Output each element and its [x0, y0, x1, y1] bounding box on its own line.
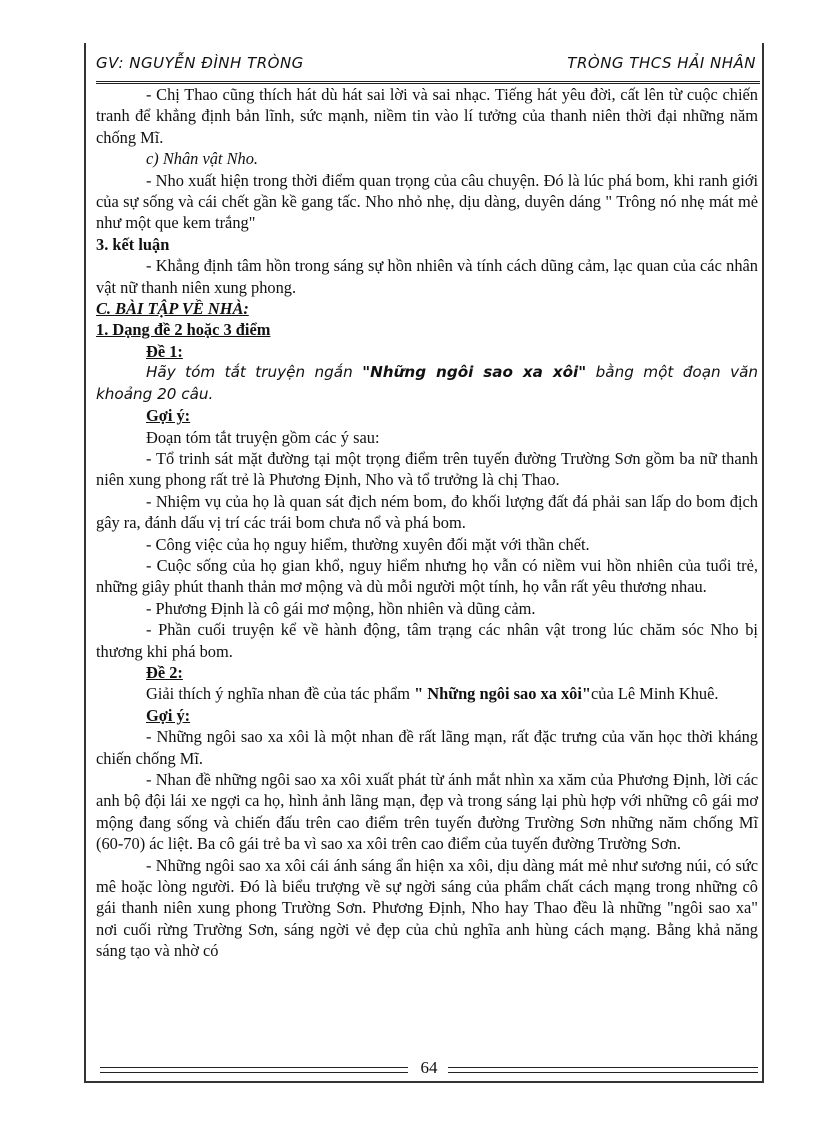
paragraph: - Tổ trinh sát mặt đường tại một trọng điểm trên tuyến đường Trường Sơn gồm ba nữ thanh niên xung phong rất trẻ là Phương Định, Nho và tổ trưởng là chị Thao. — [96, 448, 758, 490]
footer-rule-right — [448, 1067, 758, 1073]
section-heading: C. BÀI TẬP VỀ NHÀ: — [96, 299, 249, 319]
paragraph: - Khẳng định tâm hồn trong sáng sự hồn nhiên và tính cách dũng cảm, lạc quan của các nhân vật nữ thanh niên xung phong. — [96, 256, 758, 297]
prompt-text: của Lê Minh Khuê. — [591, 684, 719, 704]
paragraph: - Cuộc sống của họ gian khổ, nguy hiểm nhưng họ vẫn có niềm vui hồn nhiên của tuổi trẻ, những giây phút thanh thản mơ mộng và dù mỗi người một tính, họ vẫn rất yêu thương nhau. — [96, 555, 758, 597]
paragraph: - Nho xuất hiện trong thời điểm quan trọng của câu chuyện. Đó là lúc phá bom, khi ranh giới của sự sống và cái chết gần kề gang tấc. Nho nhỏ nhẹ, dịu dàng, duyên dáng " Trông nó nhẹ mát mẻ như một que kem trắng" — [96, 170, 758, 233]
paragraph: - Nhiệm vụ của họ là quan sát địch ném bom, đo khối lượng đất đá phải san lấp do bom địch gây ra, đánh dấu vị trí các trái bom chưa nổ và phá bom. — [96, 491, 758, 533]
paragraph: - Nhan đề những ngôi sao xa xôi xuất phát từ ánh mắt nhìn xa xăm của Phương Định, lời các anh bộ đội lái xe ngợi ca họ, hình ảnh lãng mạn, đẹp và trong sáng lại phù hợp với những cô gái mơ mộng đang sống và chiến đấu trên cao điểm trên tuyến đường Trường Sơn những năm chống Mĩ (60-70) ác liệt. Ba cô gái trẻ ba vì sao xa xôi trên cao điểm của tuyến đường Trường Sơn. — [96, 770, 758, 854]
work-title: " Những ngôi sao xa xôi" — [414, 684, 592, 704]
prompt-text: Giải thích ý nghĩa nhan đề của tác phẩm — [146, 684, 415, 704]
section-heading: c) Nhân vật Nho. — [146, 149, 258, 169]
page-content — [96, 84, 758, 962]
prompt-text: Hãy tóm tắt truyện ngắn — [146, 363, 363, 382]
prompt-text: bằng một đoạn văn khoảng 20 câu. — [96, 363, 759, 403]
paragraph: - Công việc của họ nguy hiểm, thường xuyên đối mặt với thần chết. — [146, 534, 590, 554]
exercise-title: Đề 1: — [146, 341, 183, 361]
paragraph: - Những ngôi sao xa xôi cái ánh sáng ẩn hiện xa xôi, dịu dàng mát mẻ như sương núi, có sức mê hoặc lòng người. Đó là biểu trượng về sự ngời sáng của phẩm chất cách mạng trong những cô gái thanh niên xung phong Trường Sơn. Phương Định, Nho hay Thao đều là những "ngôi sao xa" nơi cuối rừng Trường Sơn, sáng ngời vẻ đẹp của chủ nghĩa anh hùng cách mạng. Bằng khả năng sáng tạo và nhờ có — [96, 855, 758, 961]
hint-title: Gợi ý: — [146, 406, 191, 426]
paragraph: - Phương Định là cô gái mơ mộng, hồn nhiên và dũng cảm. — [146, 598, 536, 618]
work-title: "Những ngôi sao xa xôi" — [362, 363, 587, 382]
exercise-prompt — [96, 362, 758, 405]
header-school: TRÒNG THCS HẢI NHÂN — [567, 54, 756, 72]
exercise-title: Đề 2: — [146, 662, 183, 682]
paragraph: - Phần cuối truyện kể về hành động, tâm trạng các nhân vật trong lúc chăm sóc Nho bị thương khi phá bom. — [96, 620, 758, 661]
paragraph: - Chị Thao cũng thích hát dù hát sai lời và sai nhạc. Tiếng hát yêu đời, cất lên từ cuộc chiến tranh để khẳng định bản lĩnh, sức mạnh, niềm tin vào lí tưởng của thanh niên thời đại những năm chống Mĩ. — [96, 85, 758, 147]
footer-rule-left — [100, 1067, 408, 1073]
paragraph: - Những ngôi sao xa xôi là một nhan đề rất lãng mạn, rất đặc trưng của văn học thời kháng chiến chống Mĩ. — [96, 727, 758, 768]
paragraph: Đoạn tóm tắt truyện gồm các ý sau: — [146, 427, 380, 447]
page-header — [96, 48, 760, 84]
page-footer — [100, 1058, 758, 1082]
header-teacher: GV: NGUYỄN ĐÌNH TRÒNG — [96, 54, 304, 72]
section-heading: 1. Dạng đề 2 hoặc 3 điểm — [96, 320, 271, 340]
section-heading: 3. kết luận — [96, 234, 170, 254]
exercise-prompt — [96, 683, 758, 704]
hint-title: Gợi ý: — [146, 705, 191, 725]
page-number: 64 — [420, 1058, 438, 1077]
